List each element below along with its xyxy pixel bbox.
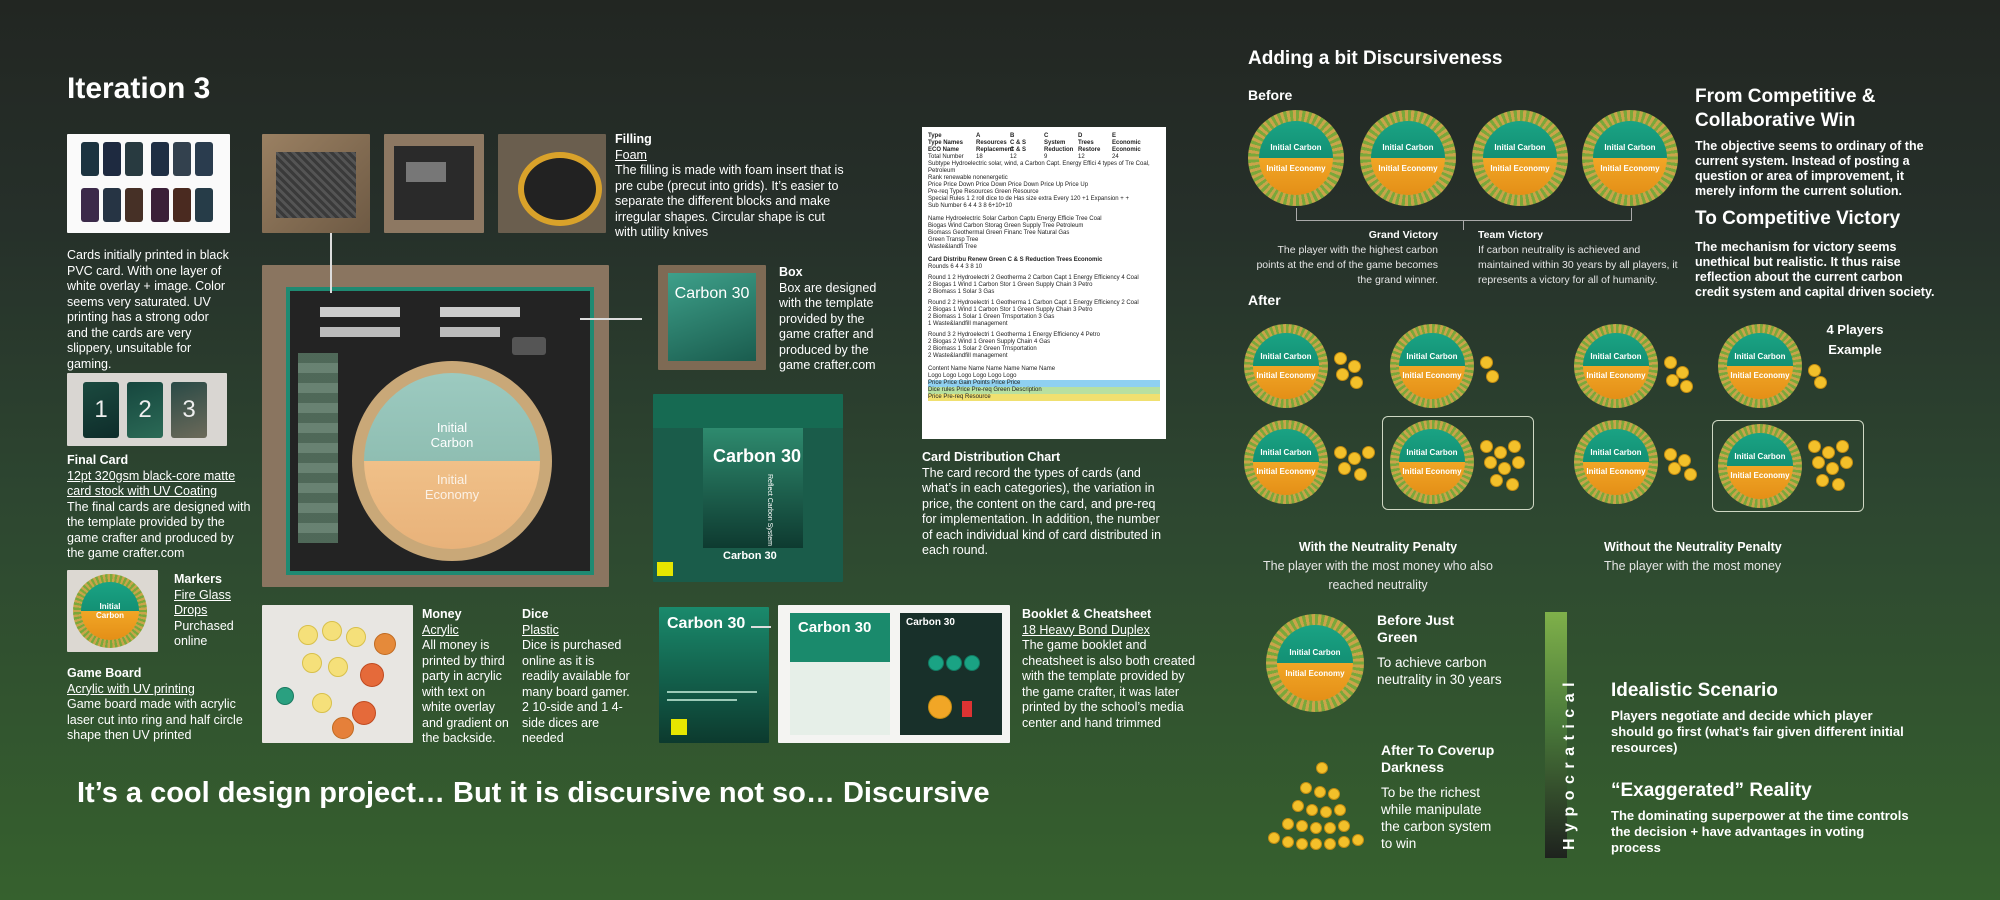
box-template-side: Reflect Carbon System bbox=[766, 474, 773, 546]
sheet-row: Card Distribu Renew Green C & S Reduction Trees Economic bbox=[928, 257, 1103, 263]
coin-icon bbox=[1334, 352, 1347, 365]
sheet-row: Biogas Wind Carbon Storag Green Supply Tree Petroleum bbox=[928, 223, 1084, 229]
coin-icon bbox=[1666, 374, 1679, 387]
sheet-row: Rounds 6 4 4 3 8 10 bbox=[928, 264, 983, 270]
player-wheel: Initial Carbon Initial Economy bbox=[1574, 420, 1658, 504]
sheet-row: 2 Waste&landfill management bbox=[928, 353, 1008, 359]
box-template-footer: Carbon 30 bbox=[723, 550, 777, 562]
after-dark-block bbox=[1381, 742, 1511, 852]
player-wheel: Initial Carbon Initial Economy bbox=[1248, 110, 1344, 206]
markers-spec: Fire Glass Drops bbox=[174, 587, 231, 617]
coin-icon bbox=[374, 633, 396, 655]
coin-icon bbox=[1268, 832, 1280, 844]
coin-icon bbox=[1684, 468, 1697, 481]
player-wheel: Initial Carbon Initial Economy bbox=[1574, 324, 1658, 408]
sheet-header-row: Type A B C D E bbox=[928, 133, 1117, 139]
coin-icon bbox=[1320, 806, 1332, 818]
sheet-row: Special Rules 1 2 roll dice to de Has size extra Every 120 +1 Expansion + + bbox=[928, 196, 1129, 202]
bracket-line bbox=[1296, 208, 1632, 221]
coin-icon bbox=[1480, 440, 1493, 453]
markers-desc: Purchased online bbox=[174, 618, 234, 648]
bracket-line bbox=[1463, 220, 1464, 230]
foam-photo-3 bbox=[498, 134, 606, 233]
coin-icon bbox=[1310, 822, 1322, 834]
coin-icon bbox=[1282, 836, 1294, 848]
foam-photo-2 bbox=[384, 134, 484, 233]
idealistic-title: Idealistic Scenario bbox=[1611, 680, 1778, 701]
filling-title: Filling bbox=[615, 132, 652, 146]
sheet-row: Content Name Name Name Name Name Name bbox=[928, 366, 1056, 372]
markers-photo: Initial Carbon bbox=[67, 570, 158, 652]
coin-icon bbox=[1336, 368, 1349, 381]
game-board-title: Game Board bbox=[67, 666, 142, 680]
with-penalty-block bbox=[1248, 538, 1508, 595]
card-number-1: 1 bbox=[94, 396, 108, 423]
box-title: Box bbox=[779, 265, 803, 279]
money-spec: Acrylic bbox=[422, 622, 459, 637]
coin-icon bbox=[1348, 360, 1361, 373]
sheet-row: Name Hydroelectric Solar Carbon Captu Energy Efficie Tree Coal bbox=[928, 216, 1102, 222]
booklet-desc: The game booklet and cheatsheet is also both created with the template provided by the game crafter, it was later printed by the school’s media center and hand trimmed bbox=[1022, 638, 1196, 730]
game-box-photo bbox=[262, 265, 609, 587]
coin-icon bbox=[1512, 456, 1525, 469]
before-green-block bbox=[1377, 612, 1507, 688]
distribution-desc: The card record the types of cards (and what’s in each categories), the variation in price, the content on the card, and pre-req for implementation. In addition, the number of each individual kind of card distributed in each round. bbox=[922, 465, 1162, 557]
foam-photo-1 bbox=[262, 134, 370, 233]
sheet-row: Green Transp Tree bbox=[928, 237, 979, 243]
sheet-row: Round 2 2 Hydroelectri 1 Geotherma 1 Carbon Capt 1 Energy Efficiency 2 Coal bbox=[928, 300, 1139, 306]
idealistic-block bbox=[1611, 680, 1911, 756]
filling-desc: The filling is made with foam insert that is pre cube (precut into grids). It’s easier to separate the different blocks and make irregular shapes. Circular shape is cut with utility knives bbox=[615, 163, 844, 239]
coin-icon bbox=[1664, 356, 1677, 369]
coin-icon bbox=[1664, 448, 1677, 461]
coin-icon bbox=[1498, 462, 1511, 475]
card-number-3: 3 bbox=[182, 396, 196, 423]
board-label-economy: Initial Economy bbox=[424, 472, 480, 502]
with-penalty-title: With the Neutrality Penalty bbox=[1298, 540, 1458, 554]
sheet-row: Waste&landfi Tree bbox=[928, 244, 977, 250]
coin-icon bbox=[946, 655, 962, 671]
comp-title: From Competitive & Collaborative Win bbox=[1695, 86, 1876, 131]
sheet-row: 2 Biomass 1 Solar 1 Green Trnsportation 3 Gas bbox=[928, 314, 1055, 320]
filling-spec: Foam bbox=[615, 147, 647, 162]
coin-icon bbox=[1494, 446, 1507, 459]
exaggerated-block bbox=[1611, 780, 1911, 856]
coin-icon bbox=[1352, 834, 1364, 846]
player-wheel: Initial Carbon Initial Economy bbox=[1360, 110, 1456, 206]
coin-icon bbox=[1354, 468, 1367, 481]
team-victory-desc: If carbon neutrality is achieved and maintained within 30 years by all players, it represents a victory for all of humanity. bbox=[1478, 244, 1678, 286]
coin-icon bbox=[352, 701, 376, 725]
player-wheel: Initial Carbon Initial Economy bbox=[1718, 324, 1802, 408]
booklet-block bbox=[1022, 607, 1202, 731]
comp-desc: The objective seems to ordinary of the current system. Instead of posting a question or area of improvement, it merely inform the current solution. bbox=[1695, 139, 1924, 198]
sheet-row: Price Pre-req Resource bbox=[928, 394, 1160, 401]
booklet-cover-title: Carbon 30 bbox=[667, 615, 746, 632]
exaggerated-title: “Exaggerated” Reality bbox=[1611, 780, 1812, 801]
dice-block bbox=[522, 607, 630, 747]
coin-icon bbox=[360, 663, 384, 687]
coin-icon bbox=[1316, 762, 1328, 774]
sheet-row: Pre-req Type Resources Green Resource bbox=[928, 189, 1039, 195]
booklet-page-title: Carbon 30 bbox=[798, 619, 872, 636]
after-label: After bbox=[1248, 292, 1281, 308]
sheet-row: Biomass Geothermal Green Financ Tree Natural Gas bbox=[928, 230, 1070, 236]
markers-title: Markers bbox=[174, 572, 222, 586]
card-number-2: 2 bbox=[138, 396, 152, 423]
distribution-block bbox=[922, 450, 1172, 559]
grand-victory-title: Grand Victory bbox=[1368, 229, 1438, 241]
coin-icon bbox=[1334, 804, 1346, 816]
connector-line bbox=[580, 318, 642, 320]
page-title: Iteration 3 bbox=[67, 72, 211, 105]
final-card-spec: 12pt 320gsm black-core matte card stock with UV Coating bbox=[67, 468, 236, 498]
money-block bbox=[422, 607, 514, 747]
box-template-image bbox=[653, 394, 843, 582]
after-dark-title: After To Coverup Darkness bbox=[1381, 742, 1495, 775]
sheet-row: Subtype Hydroelectric solar, wind, a Carbon Capt. Energy Effici 4 types of Tre Coal, Petroleum bbox=[928, 161, 1150, 174]
player-wheel: Initial Carbon Initial Economy bbox=[1718, 424, 1802, 508]
idealistic-desc: Players negotiate and decide which player should go first (what’s fair given different initial resources) bbox=[1611, 708, 1904, 755]
sheet-row: 2 Biomass 1 Solar 3 Gas bbox=[928, 289, 995, 295]
sheet-row: 1 Waste&landfill management bbox=[928, 321, 1008, 327]
coin-icon bbox=[1306, 804, 1318, 816]
coin-icon bbox=[1840, 456, 1853, 469]
final-card-desc: The final cards are designed with the template provided by the game crafter and produced by the game crafter.com bbox=[67, 499, 251, 560]
coin-icon bbox=[302, 653, 322, 673]
coin-icon bbox=[1814, 376, 1827, 389]
coin-icon bbox=[1282, 818, 1294, 830]
hypocratical-label: Hypocratical bbox=[1561, 675, 1578, 850]
coin-icon bbox=[964, 655, 980, 671]
coin-icon bbox=[298, 625, 318, 645]
team-victory-block bbox=[1478, 228, 1688, 288]
without-penalty-desc: The player with the most money bbox=[1604, 559, 1782, 573]
markers-block bbox=[174, 572, 244, 650]
discursive-heading: Adding a bit Discursiveness bbox=[1248, 48, 1503, 69]
player-wheel: Initial Carbon Initial Economy bbox=[1472, 110, 1568, 206]
coin-icon bbox=[328, 657, 348, 677]
coin-icon bbox=[1816, 474, 1829, 487]
sheet-row: Type Names Resources C & S System Trees Economic bbox=[928, 140, 1141, 146]
coin-icon bbox=[1338, 820, 1350, 832]
sheet-row: Price Price Gain Points Price Price bbox=[928, 380, 1160, 387]
coin-icon bbox=[1808, 440, 1821, 453]
coin-icon bbox=[322, 621, 342, 641]
card-distribution-sheet bbox=[922, 127, 1166, 439]
final-card-photo bbox=[67, 373, 227, 446]
coin-icon bbox=[1296, 820, 1308, 832]
player-wheel: Initial Carbon Initial Economy bbox=[1244, 420, 1328, 504]
victory-desc: The mechanism for victory seems unethical but realistic. It thus raise reflection about the current carbon credit system and capital driven society. bbox=[1695, 240, 1935, 299]
coin-icon bbox=[1508, 440, 1521, 453]
game-board-spec: Acrylic with UV printing bbox=[67, 681, 195, 696]
player-wheel: Initial Carbon Initial Economy bbox=[1390, 324, 1474, 408]
dice-spec: Plastic bbox=[522, 622, 559, 637]
coin-icon bbox=[1296, 838, 1308, 850]
coin-icon bbox=[1314, 786, 1326, 798]
before-green-title: Before Just Green bbox=[1377, 612, 1455, 645]
sheet-row: Round 1 2 Hydroelectri 2 Geotherma 2 Carbon Capt 1 Energy Efficiency 4 Coal bbox=[928, 275, 1139, 281]
coin-icon bbox=[1324, 822, 1336, 834]
booklet-title: Booklet & Cheatsheet bbox=[1022, 607, 1152, 621]
sheet-row: Round 3 2 Hydroelectri 1 Geotherma 1 Energy Efficiency 4 Petro bbox=[928, 332, 1100, 338]
sheet-row: 2 Biogas 1 Wind 1 Carbon Stor 1 Green Supply Chain 3 Petro bbox=[928, 307, 1093, 313]
coin-icon bbox=[1324, 838, 1336, 850]
sheet-row: Total Number 18 12 9 12 24 bbox=[928, 154, 1119, 160]
coin-icon bbox=[1812, 456, 1825, 469]
cards-note: Cards initially printed in black PVC card. With one layer of white overlay + image. Color seems very saturated. UV printing has a strong odor and the cards are very slippery, unsuitable for gaming. bbox=[67, 248, 229, 371]
coin-icon bbox=[276, 687, 294, 705]
distribution-title: Card Distribution Chart bbox=[922, 450, 1061, 464]
coin-icon bbox=[1480, 356, 1493, 369]
coin-icon bbox=[1300, 782, 1312, 794]
without-penalty-title: Without the Neutrality Penalty bbox=[1604, 540, 1782, 554]
player-wheel: Initial Carbon Initial Economy bbox=[1390, 420, 1474, 504]
sheet-row: Logo Logo Logo Logo Logo Logo bbox=[928, 373, 1017, 379]
coin-icon bbox=[332, 717, 354, 739]
grand-victory-block bbox=[1248, 228, 1438, 288]
coin-icon bbox=[312, 693, 332, 713]
booklet-spec: 18 Heavy Bond Duplex bbox=[1022, 622, 1150, 637]
game-board-desc: Game board made with acrylic laser cut into ring and half circle shape then UV printed bbox=[67, 697, 243, 742]
coin-icon bbox=[1680, 380, 1693, 393]
victory-title: To Competitive Victory bbox=[1695, 208, 1901, 229]
sheet-row: Rank renewable nonenergetic bbox=[928, 175, 1008, 181]
coin-icon bbox=[1826, 462, 1839, 475]
box-photo bbox=[658, 265, 766, 370]
money-desc: All money is printed by third party in acrylic with text on white overlay and gradient on the backside. bbox=[422, 638, 509, 745]
coin-icon bbox=[1362, 446, 1375, 459]
coin-icon bbox=[1350, 376, 1363, 389]
coin-icon bbox=[1338, 462, 1351, 475]
coin-icon bbox=[1822, 446, 1835, 459]
coin-icon bbox=[1832, 478, 1845, 491]
final-card-title: Final Card bbox=[67, 453, 129, 467]
without-penalty-block bbox=[1604, 538, 1824, 576]
final-card-block bbox=[67, 453, 252, 562]
coin-icon bbox=[1486, 370, 1499, 383]
coin-icon bbox=[1338, 836, 1350, 848]
box-template-title: Carbon 30 bbox=[713, 446, 802, 466]
coin-icon bbox=[1490, 474, 1503, 487]
money-title: Money bbox=[422, 607, 462, 621]
sheet-row: Price Price Down Price Down Price Down Price Up Price Up bbox=[928, 182, 1089, 188]
exaggerated-desc: The dominating superpower at the time controls the decision + have advantages in voting process bbox=[1611, 808, 1909, 855]
coin-icon bbox=[1348, 452, 1361, 465]
with-penalty-desc: The player with the most money who also reached neutrality bbox=[1263, 559, 1493, 592]
coin-icon bbox=[1310, 838, 1322, 850]
coin-icon bbox=[1668, 462, 1681, 475]
sheet-row: Dice rules Price Pre-req Green Description bbox=[928, 387, 1160, 394]
connector-line bbox=[751, 626, 771, 628]
sheet-row: 2 Biogas 1 Wind 1 Carbon Stor 1 Green Supply Chain 3 Petro bbox=[928, 282, 1093, 288]
booklet-pages-image bbox=[778, 605, 1010, 743]
game-board-block bbox=[67, 666, 255, 744]
player-wheel: Initial Carbon Initial Economy bbox=[1244, 324, 1328, 408]
player-wheel: Initial Carbon Initial Economy bbox=[1582, 110, 1678, 206]
sheet-row: 2 Biogas 2 Wind 1 Green Supply Chain 4 Gas bbox=[928, 339, 1051, 345]
dice-title: Dice bbox=[522, 607, 549, 621]
filling-block bbox=[615, 132, 845, 241]
coin-icon bbox=[928, 695, 952, 719]
four-players-label: 4 Players Example bbox=[1826, 322, 1884, 357]
coin-icon bbox=[1328, 788, 1340, 800]
box-desc: Box are designed with the template provided by the game crafter and produced by the game crafter.com bbox=[779, 280, 877, 372]
coin-icon bbox=[1334, 446, 1347, 459]
grand-victory-desc: The player with the highest carbon points at the end of the game becomes the grand winner. bbox=[1256, 244, 1438, 286]
after-dark-desc: To be the richest while manipulate the carbon system to win bbox=[1381, 785, 1492, 851]
money-photo bbox=[262, 605, 413, 743]
dice-desc: Dice is purchased online as it is readily available for many board gamer. 2 10-side and 1 4-side dices are needed bbox=[522, 638, 630, 745]
coin-icon bbox=[346, 627, 366, 647]
booklet-cheat-title: Carbon 30 bbox=[906, 617, 955, 628]
coin-icon bbox=[928, 655, 944, 671]
coin-icon bbox=[1484, 456, 1497, 469]
box-product-name: Carbon 30 bbox=[674, 285, 750, 302]
sheet-row: ECO Name Replacement C & S Reduction Restore Economic bbox=[928, 147, 1141, 153]
board-label-carbon: Initial Carbon bbox=[430, 420, 474, 450]
player-wheel: Initial Carbon Initial Economy bbox=[1266, 614, 1364, 712]
connector-line bbox=[330, 233, 332, 293]
coin-icon bbox=[1292, 800, 1304, 812]
coin-icon bbox=[1836, 440, 1849, 453]
cards-photo bbox=[67, 134, 230, 233]
before-green-desc: To achieve carbon neutrality in 30 years bbox=[1377, 655, 1502, 687]
coin-icon bbox=[1506, 478, 1519, 491]
box-block bbox=[779, 265, 889, 374]
sheet-row: Sub Number 6 4 4 3 8 6+10+10 bbox=[928, 203, 1013, 209]
before-label: Before bbox=[1248, 87, 1293, 103]
bottom-line: It’s a cool design project… But it is discursive not so… Discursive bbox=[77, 777, 990, 809]
sheet-row: 2 Biomass 1 Solar 2 Green Trnsportation bbox=[928, 346, 1037, 352]
team-victory-title: Team Victory bbox=[1478, 229, 1543, 241]
